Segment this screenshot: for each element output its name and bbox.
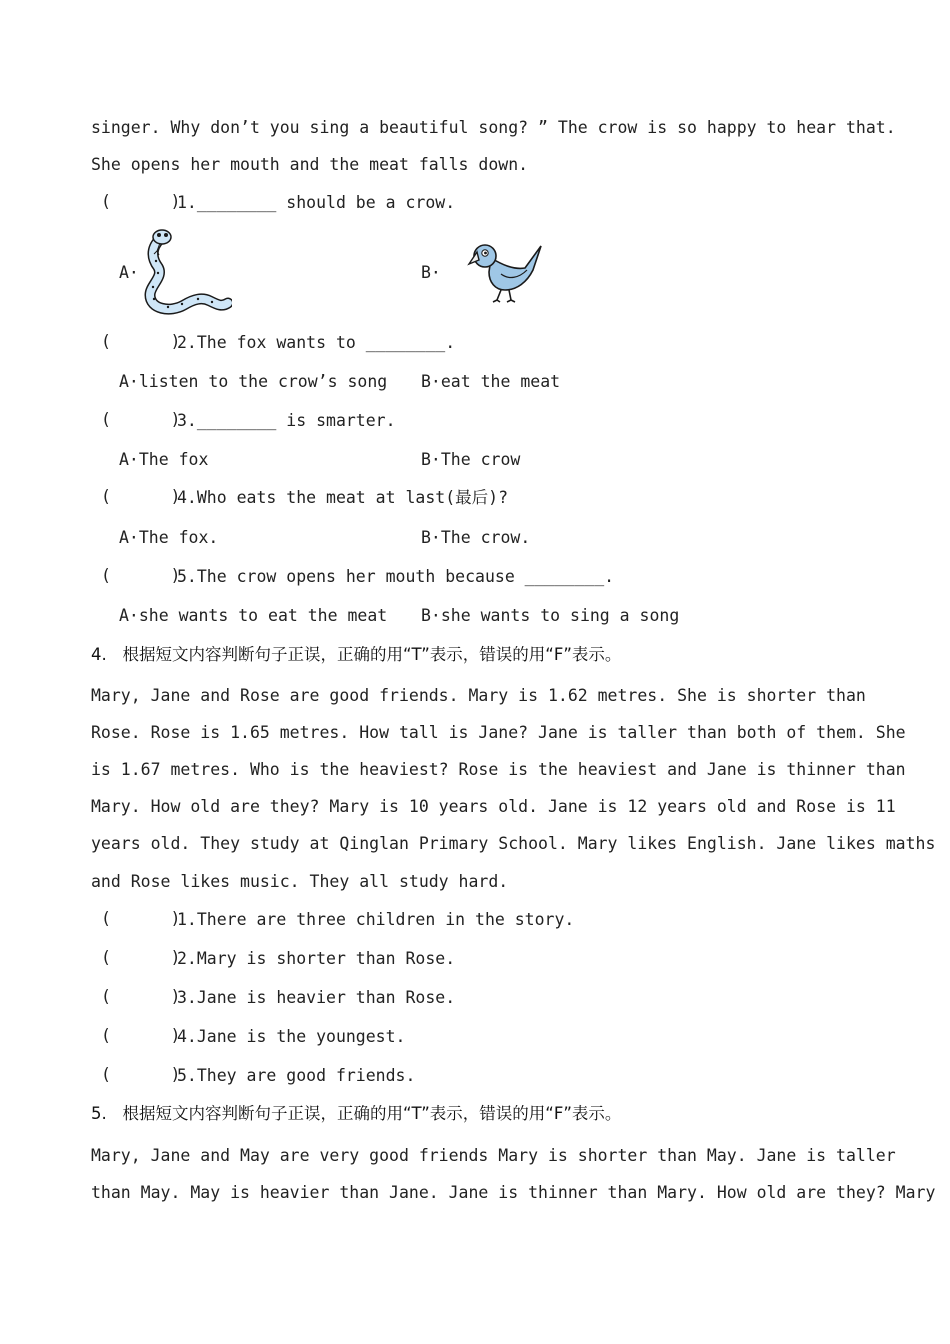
answer-bracket[interactable]: ( ) (101, 566, 181, 585)
answer-bracket[interactable]: ( ) (101, 1026, 181, 1045)
section-heading: 5. 根据短文内容判断句子正误，正确的用“T”表示，错误的用“F”表示。 (91, 1104, 622, 1123)
passage-line: years old. They study at Qinglan Primary School. Mary likes English. Jane likes maths (91, 834, 936, 853)
passage-line: Rose. Rose is 1.65 metres. How tall is Jane? Jane is taller than both of them. She (91, 723, 906, 742)
section-heading: 4. 根据短文内容判断句子正误，正确的用“T”表示，错误的用“F”表示。 (91, 645, 622, 664)
question-text: 4.Who eats the meat at last(最后)? (177, 488, 509, 507)
answer-bracket[interactable]: ( ) (101, 948, 181, 967)
snake-icon (140, 225, 232, 317)
option-a: A·The fox (119, 450, 209, 469)
crow-icon (467, 240, 545, 304)
question-text: 3.________ is smarter. (177, 411, 396, 430)
passage-line: Mary, Jane and Rose are good friends. Mary is 1.62 metres. She is shorter than (91, 686, 866, 705)
question-text: 1.________ should be a crow. (177, 193, 456, 212)
option-b: B·The crow. (421, 528, 531, 547)
passage-line: Mary. How old are they? Mary is 10 years old. Jane is 12 years old and Rose is 11 (91, 797, 896, 816)
option-b: B· (421, 263, 441, 282)
option-b: B·she wants to sing a song (421, 606, 680, 625)
passage-line: Mary, Jane and May are very good friends Mary is shorter than May. Jane is taller (91, 1146, 896, 1165)
passage-line: than May. May is heavier than Jane. Jane is thinner than Mary. How old are they? Mary (91, 1183, 936, 1202)
story-line: She opens her mouth and the meat falls down. (91, 155, 529, 174)
statement-text: 3.Jane is heavier than Rose. (177, 988, 456, 1007)
option-b: B·eat the meat (421, 372, 561, 391)
statement-text: 4.Jane is the youngest. (177, 1027, 406, 1046)
passage-line: and Rose likes music. They all study hard. (91, 872, 509, 891)
option-b: B·The crow (421, 450, 521, 469)
option-a: A·The fox. (119, 528, 219, 547)
answer-bracket[interactable]: ( ) (101, 987, 181, 1006)
statement-text: 1.There are three children in the story. (177, 910, 575, 929)
answer-bracket[interactable]: ( ) (101, 487, 181, 506)
story-line: singer. Why don’t you sing a beautiful song? ” The crow is so happy to hear that. (91, 118, 896, 137)
question-text: 2.The fox wants to ________. (177, 333, 456, 352)
answer-bracket[interactable]: ( ) (101, 1065, 181, 1084)
option-a: A·listen to the crow’s song (119, 372, 388, 391)
statement-text: 2.Mary is shorter than Rose. (177, 949, 456, 968)
question-text: 5.The crow opens her mouth because ________. (177, 567, 615, 586)
passage-line: is 1.67 metres. Who is the heaviest? Rose is the heaviest and Jane is thinner than (91, 760, 906, 779)
statement-text: 5.They are good friends. (177, 1066, 416, 1085)
option-a: A·she wants to eat the meat (119, 606, 388, 625)
answer-bracket[interactable]: ( ) (101, 410, 181, 429)
answer-bracket[interactable]: ( ) (101, 332, 181, 351)
option-a: A· (119, 263, 139, 282)
answer-bracket[interactable]: ( ) (101, 909, 181, 928)
answer-bracket[interactable]: ( ) (101, 192, 181, 211)
